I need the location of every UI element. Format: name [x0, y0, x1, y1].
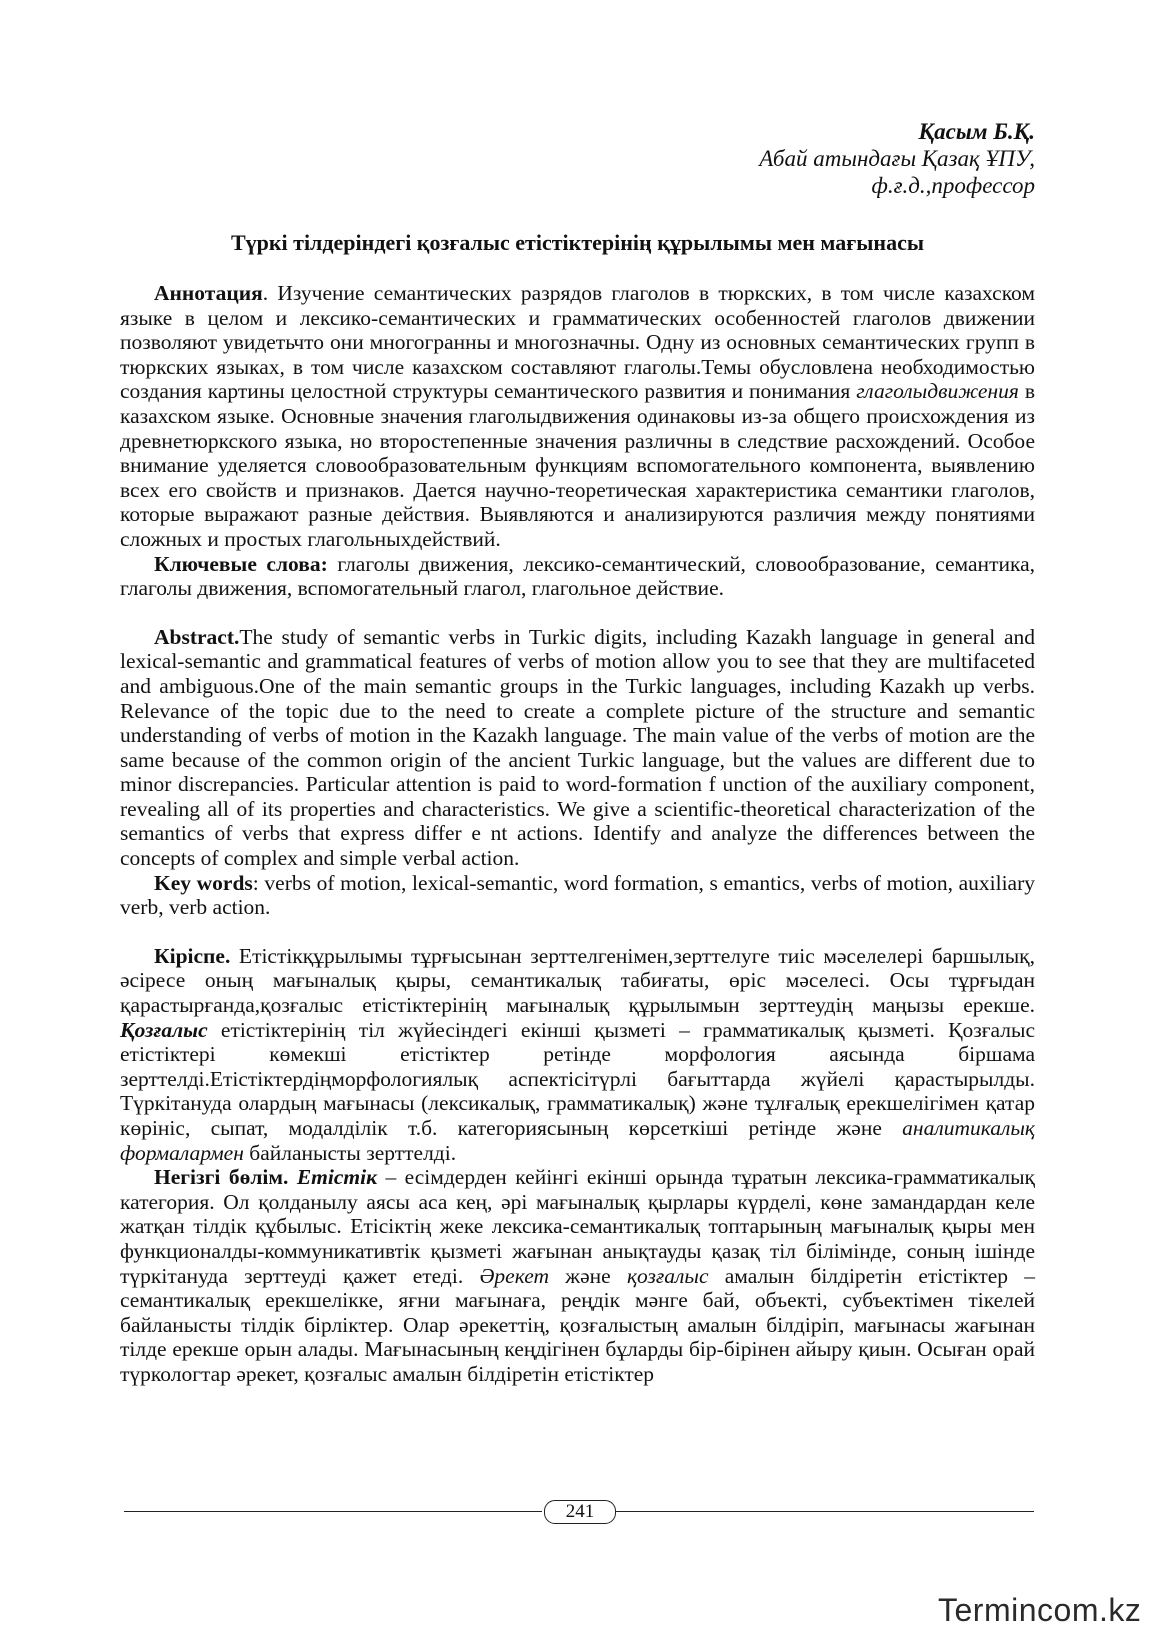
intro-text-2: етістіктерінің тіл жүйесіндегі екінші қызметі – грамматикалық қызметі. Қозғалыс етістіктері көмекші етістіктер ретінде морфология аясында біршама зерттелді.Етістіктердіңморфологиялық аспектісітүрлі бағыттарда жүйелі қарастырылды. Түркітануда олардың мағынасы (лексикалық, грамматикалық) және тұлғалық ерекшелігімен қатар көрініс, сыпат, модалділік т.б. категориясының көрсеткіші ретінде және: [120, 1017, 1035, 1140]
abstract-text: The study of semantic verbs in Turkic digits, including Kazakh language in general and lexical-semantic and grammatical features of verbs of motion allow you to see that they are multifaceted and ambiguous.One of the main semantic groups in the Turkic languages, including Kazakh up verbs. Relevance of the topic due to the need to create a complete picture of the structure and semantic understanding of verbs of motion in the Kazakh language. The main value of the verbs of motion are the same because of the common origin of the ancient Turkic language, but the values are different due to minor discrepancies. Particular attention is paid to word-formation f unction of the auxiliary component, revealing all of its properties and characteristics. We give a scientific-theoretical characterization of the semantics of verbs that express differ e nt actions. Identify and analyze the differences between the concepts of complex and simple verbal action.: [120, 624, 1035, 871]
author-degree: ф.ғ.д.,профессор: [871, 173, 1035, 198]
main-bold-italic: Етістік: [296, 1165, 378, 1190]
keywords-en-text: : verbs of motion, lexical-semantic, word formation, s emantics, verbs of motion, auxiliary verb, verb action.: [120, 870, 1035, 920]
footer-rule-right: [616, 1511, 1034, 1512]
intro-text-1: Етістікқұрылымы тұрғысынан зерттелгенімен,зерттелуге тиіс мәселелері баршылық, әсіресе оның мағыналық қыры, семантикалық табиғаты, өріс мәселесі. Осы тұрғыдан қарастырғанда,қозғалыс етістіктерінің мағыналық құрылымын зерттеудің маңызы ерекше.: [120, 943, 1035, 1018]
author-name: Қасым Б.Қ.: [918, 119, 1035, 144]
footer-rule-left: [124, 1511, 542, 1512]
intro-text-3: байланысты зерттелді.: [243, 1140, 457, 1165]
intro-paragraph: [120, 944, 1035, 1165]
author-block: [120, 118, 1035, 199]
intro-label: Кіріспе.: [154, 943, 231, 968]
annotation-text-2: в казахском языке. Основные значения глаголыдвижения одинаковы из-за общего происхождения из древнетюркского языка, но второстепенные значения различны в следствие расхождений. Особое внимание уделяется словообразовательным функциям вспомогательного компонента, выявлению всех его свойств и признаков. Дается научно-теоретическая характеристика семантики глаголов, которые выражают разные действия. Выявляются и анализируются различия между понятиями сложных и простых глагольныхдействий.: [120, 379, 1036, 551]
keywords-ru-paragraph: [120, 552, 1035, 601]
main-paragraph: [120, 1165, 1035, 1386]
abstract-label: Abstract.: [154, 624, 240, 649]
main-italic-2: қозғалыс: [626, 1263, 709, 1288]
main-label: Негізгі бөлім.: [154, 1165, 289, 1190]
annotation-italic: глаголыдвижения: [856, 379, 1019, 404]
annotation-text-1: . Изучение семантических разрядов глаголов в тюркских, в том числе казахском языке в целом и лексико-семантических и грамматических особенностей глаголов движении позволяют увидетьчто они многогранны и многозначны. Одну из основных семантических групп в тюркских языках, в том числе казахском составляют глаголы.Темы обусловлена необходимостью создания картины целостной структуры семантического развития и понимания: [120, 281, 1035, 404]
page-body: [120, 118, 1035, 1387]
page-number: 241: [544, 1500, 616, 1524]
annotation-paragraph: [120, 281, 1035, 552]
keywords-ru-label: Ключевые слова:: [154, 551, 328, 576]
author-affiliation: Абай атындағы Қазақ ҰПУ,: [759, 146, 1035, 171]
intro-italic: аналитикалық формалармен: [120, 1116, 1035, 1165]
keywords-en-label: Key words: [154, 870, 253, 895]
main-italic-1: Әрекет: [479, 1263, 550, 1288]
site-watermark: Termincom.kz: [938, 1592, 1142, 1628]
intro-bold-italic: Қозғалыс: [120, 1017, 208, 1042]
main-text-3: амалын білдіретін етістіктер – семантикалық ерекшелікке, яғни мағынаға, реңдік мәнге бай, объекті, субъектімен тікелей байланысты тілдік бірліктер. Олар әрекеттің, қозғалыстың амалын білдіріп, мағынасы жағынан тілде ерекше орын алады. Мағынасының кеңдігінен бұларды бір-бірінен айыру қиын. Осыған орай түркологтар әрекет, қозғалыс амалын білдіретін етістіктер: [120, 1263, 1036, 1386]
main-text-2: және: [549, 1263, 627, 1288]
keywords-en-paragraph: [120, 871, 1035, 920]
abstract-paragraph: [120, 625, 1035, 871]
page-footer: [124, 1500, 1034, 1524]
keywords-ru-text: глаголы движения, лексико-семантический, словообразование, семантика, глаголы движения, вспомогательный глагол, глагольное действие.: [120, 551, 1036, 601]
main-text-1: – есімдерден кейінгі екінші орында тұратын лексика-грамматикалық категория. Ол қолданылу аясы аса кең, әрі мағыналық қырлары күрделі, көне замандардан келе жатқан тілдік құбылыс. Етісіктің жеке лексика-семантикалық топтарының мағыналық қыры мен функционалды-коммуникативтік қызметі жағынан анықтауды қазақ тіл білімінде, соның ішінде түркітануда зерттеуді қажет етеді.: [120, 1165, 1036, 1288]
paper-title: Түркі тілдеріндегі қозғалыс етістіктерінің құрылымы мен мағынасы: [230, 230, 925, 255]
annotation-label: Аннотация: [154, 281, 263, 305]
